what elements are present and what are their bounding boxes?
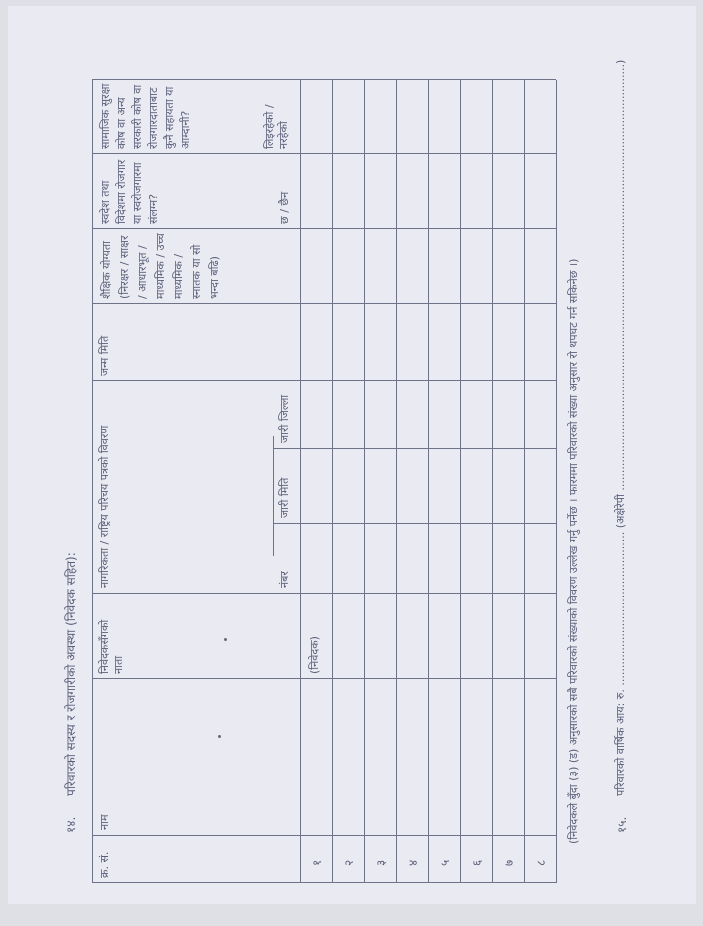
row-number: ४ bbox=[406, 859, 420, 866]
table-footnote: (निवेदकले बुँदा (३) (ड) अनुसारको सबै परिवारको संख्याको विवरण उल्लेख गर्नु पर्नेछ । फारममा परिवारको संख्या अनुसार रो थपघट गर्न सकिनेछ ।) bbox=[567, 258, 580, 844]
row-number: १ bbox=[310, 859, 324, 866]
header-employment-options: छ / छैन bbox=[278, 191, 291, 224]
relation-applicant: (निवेदक) bbox=[308, 636, 321, 674]
row-number: ७ bbox=[502, 859, 516, 866]
scan-speck bbox=[218, 735, 221, 738]
row-number: ६ bbox=[470, 859, 484, 866]
header-id-details: नागरिकता / राष्ट्रिय परिचय पत्रको विवरण bbox=[98, 425, 111, 588]
header-employment: स्वदेश तथा विदेशमा रोजगार या स्वरोजगारमा संलग्न? bbox=[99, 159, 160, 224]
header-id-number: नंबर bbox=[278, 571, 291, 588]
header-name: नाम bbox=[98, 814, 111, 830]
section-14-number: १४. bbox=[64, 816, 78, 833]
row-number: २ bbox=[342, 859, 356, 866]
section-14-title: परिवारको सदस्य र रोजगारीको अवस्था (निवेदक सहित): bbox=[64, 552, 78, 796]
row-number: ३ bbox=[374, 859, 388, 866]
scanned-page bbox=[8, 6, 696, 904]
header-serial: क्र. सं. bbox=[98, 851, 111, 878]
header-education: शैक्षिक योग्यता (निरक्षर / साक्षर / आधारभूत / माध्यमिक / उच्च माध्यमिक / स्नातक या सो भन्दा बढि) bbox=[100, 233, 221, 299]
header-dob: जन्म मिति bbox=[98, 335, 111, 376]
section-15-number: १५. bbox=[615, 816, 629, 833]
row-number: ५ bbox=[438, 859, 452, 866]
annual-income-line: परिवारको वार्षिक आय: रु. ............................................ (अक्षेरेपी ..........................................................................................................................) bbox=[614, 59, 627, 796]
header-issue-date: जारी मिति bbox=[278, 477, 291, 518]
header-social-security: सामाजिक सुरक्षा कोष वा अन्य सरकारी कोष वा रोजगारदाताबाट कुनै सहायता या आम्दानी? bbox=[99, 83, 192, 149]
rotated-form bbox=[48, 46, 703, 926]
scan-speck bbox=[224, 638, 227, 641]
header-issue-district: जारी जिल्ला bbox=[278, 394, 291, 443]
row-number: ८ bbox=[534, 859, 548, 866]
header-social-security-options: लिइरहेको / नरहेको bbox=[263, 104, 290, 149]
header-relation: निवेदकसँगको नाता bbox=[98, 619, 125, 674]
